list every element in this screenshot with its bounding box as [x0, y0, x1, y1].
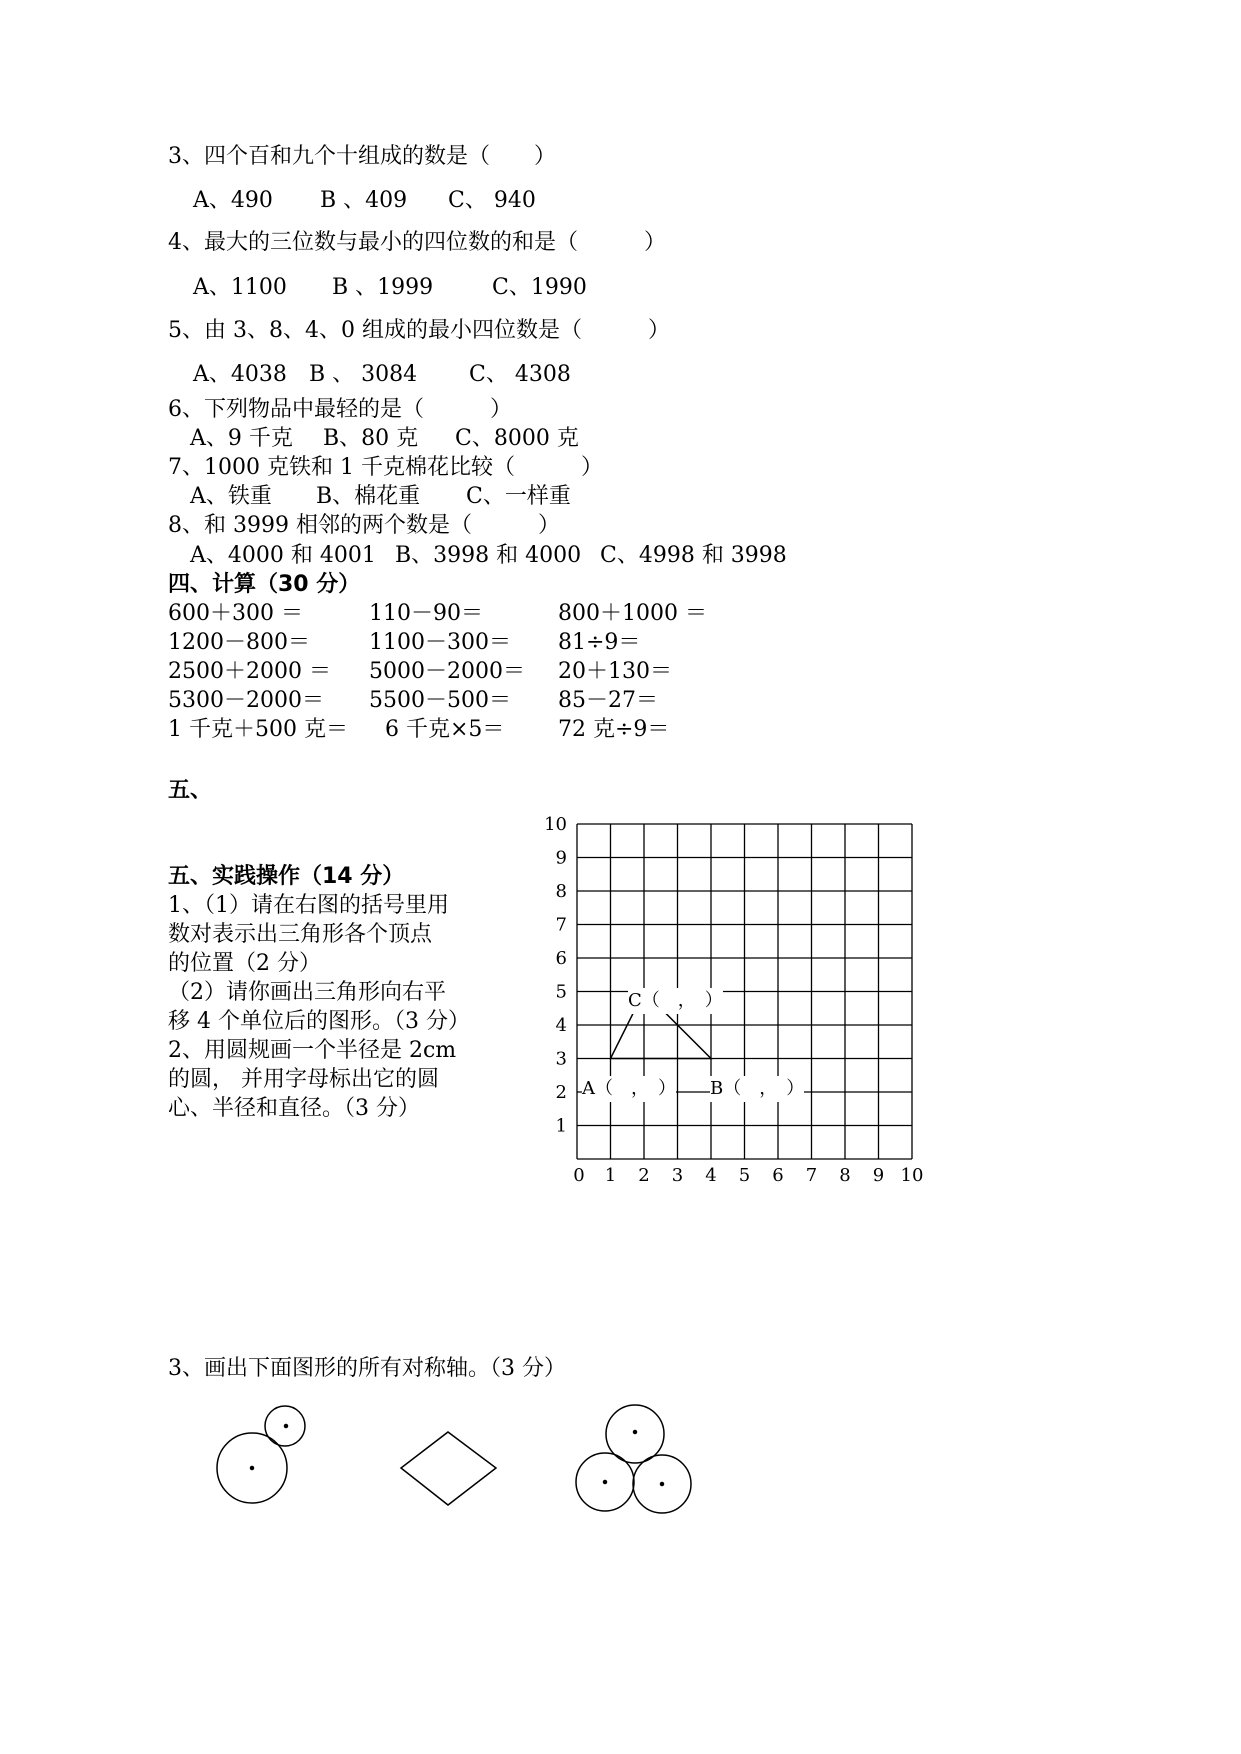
x-tick-label: 0 [573, 1165, 585, 1186]
practice-line: （2）请你画出三角形向右平 [168, 980, 446, 1005]
y-tick-label: 7 [555, 914, 567, 936]
question-8-option-c: C、4998 和 3998 [600, 543, 787, 568]
question-3-stem: 3、四个百和九个十组成的数是（ ） [168, 144, 556, 169]
question-7-option-b: B、棉花重 [316, 484, 421, 509]
question-5-stem: 5、由 3、8、4、0 组成的最小四位数是（ ） [168, 318, 670, 343]
y-tick-labels [544, 814, 567, 1137]
figure-three-circles [576, 1405, 691, 1513]
question-8-option-b: B、3998 和 4000 [395, 543, 582, 568]
y-tick-label: 9 [555, 847, 567, 869]
x-tick-label: 2 [638, 1165, 650, 1186]
calc-cell: 1 千克＋500 克＝ [168, 717, 348, 742]
calc-cell: 5300－2000＝ [168, 688, 324, 713]
practice-line: 的位置（2 分） [168, 951, 321, 976]
practice-line: 心、半径和直径。（3 分） [168, 1096, 420, 1121]
y-tick-label: 6 [555, 948, 567, 969]
calc-cell: 20＋130＝ [558, 659, 672, 684]
center-dot [661, 1483, 664, 1486]
practice-line: 数对表示出三角形各个顶点 [168, 922, 433, 947]
center-dot [634, 1431, 637, 1434]
left-circle [576, 1453, 634, 1511]
question-5-option-b: B 、 3084 [309, 362, 418, 387]
question-5-option-a: A、4038 [193, 362, 287, 387]
center-dot [604, 1481, 607, 1484]
vertex-label-c: C（ ， ） [628, 988, 723, 1014]
x-tick-labels [573, 1165, 923, 1186]
top-circle [606, 1405, 664, 1463]
question-3-option-a: A、490 [193, 188, 273, 213]
calc-cell: 81÷9＝ [558, 630, 641, 655]
center-dot [285, 1425, 288, 1428]
question-4-option-b: B 、1999 [332, 275, 434, 300]
question-6-option-a: A、9 千克 [190, 426, 293, 451]
calc-cell: 5000－2000＝ [369, 659, 525, 684]
right-circle [633, 1455, 691, 1513]
q3-symmetry: 3、画出下面图形的所有对称轴。（3 分） [168, 1356, 566, 1381]
calc-cell: 110－90＝ [369, 601, 483, 626]
x-tick-label: 5 [738, 1165, 751, 1186]
calc-heading: 四、计算（30 分） [168, 572, 361, 597]
calc-cell: 2500＋2000 ＝ [168, 659, 331, 684]
center-dot [251, 1467, 254, 1470]
question-6-stem: 6、下列物品中最轻的是（ ） [168, 397, 512, 422]
calc-cell: 1200－800＝ [168, 630, 310, 655]
calc-cell: 1100－300＝ [369, 630, 511, 655]
practice-line: 的圆， 并用字母标出它的圆 [168, 1067, 439, 1092]
practice-line: 1、（1）请在右图的括号里用 [168, 893, 449, 918]
calc-cell: 72 克÷9＝ [558, 717, 670, 742]
figure-rhombus [401, 1432, 496, 1505]
y-tick-label: 1 [555, 1115, 567, 1137]
x-tick-label: 6 [772, 1165, 784, 1186]
calc-cell: 6 千克×5＝ [385, 717, 505, 742]
question-3-option-b: B 、409 [320, 188, 408, 213]
y-tick-label: 8 [555, 881, 567, 902]
vertex-label-b: B（ ， ） [710, 1076, 804, 1102]
question-6-option-b: B、80 克 [323, 426, 419, 451]
y-tick-label: 5 [555, 981, 567, 1003]
practice-line: 2、用圆规画一个半径是 2cm [168, 1038, 457, 1063]
x-tick-label: 9 [872, 1165, 885, 1186]
question-5-option-c: C、 4308 [469, 362, 571, 387]
y-tick-label: 3 [555, 1048, 567, 1070]
figure-two-circles [217, 1406, 305, 1503]
x-tick-label: 1 [604, 1165, 617, 1186]
calc-cell: 800＋1000 ＝ [558, 601, 707, 626]
question-4-option-a: A、1100 [193, 275, 287, 300]
calc-cell: 85－27＝ [558, 688, 658, 713]
x-tick-label: 3 [671, 1165, 684, 1186]
calc-cell: 5500－500＝ [369, 688, 511, 713]
question-8-stem: 8、和 3999 相邻的两个数是（ ） [168, 513, 560, 538]
question-4-option-c: C、1990 [492, 275, 587, 300]
rhombus [401, 1432, 496, 1505]
x-tick-label: 7 [805, 1165, 818, 1186]
question-7-stem: 7、1000 克铁和 1 千克棉花比较（ ） [168, 455, 603, 480]
small-circle [265, 1406, 305, 1446]
vertex-label-a: A（ ， ） [582, 1076, 676, 1102]
question-3-option-c: C、 940 [448, 188, 536, 213]
practice-heading: 五、实践操作（14 分） [168, 864, 405, 889]
question-8-option-a: A、4000 和 4001 [190, 543, 376, 568]
stray-section-heading: 五、 [168, 778, 213, 803]
x-tick-label: 8 [839, 1165, 851, 1186]
y-tick-label: 4 [555, 1015, 567, 1036]
question-4-stem: 4、最大的三位数与最小的四位数的和是（ ） [168, 230, 666, 255]
calc-cell: 600＋300 ＝ [168, 601, 303, 626]
x-tick-label: 10 [900, 1165, 924, 1186]
question-7-option-a: A、铁重 [190, 484, 272, 509]
x-tick-label: 4 [705, 1165, 717, 1186]
question-6-option-c: C、8000 克 [455, 426, 579, 451]
y-tick-label: 10 [544, 814, 567, 835]
y-tick-label: 2 [555, 1082, 567, 1103]
question-7-option-c: C、一样重 [466, 484, 571, 509]
practice-line: 移 4 个单位后的图形。（3 分） [168, 1009, 470, 1034]
large-circle [217, 1433, 287, 1503]
